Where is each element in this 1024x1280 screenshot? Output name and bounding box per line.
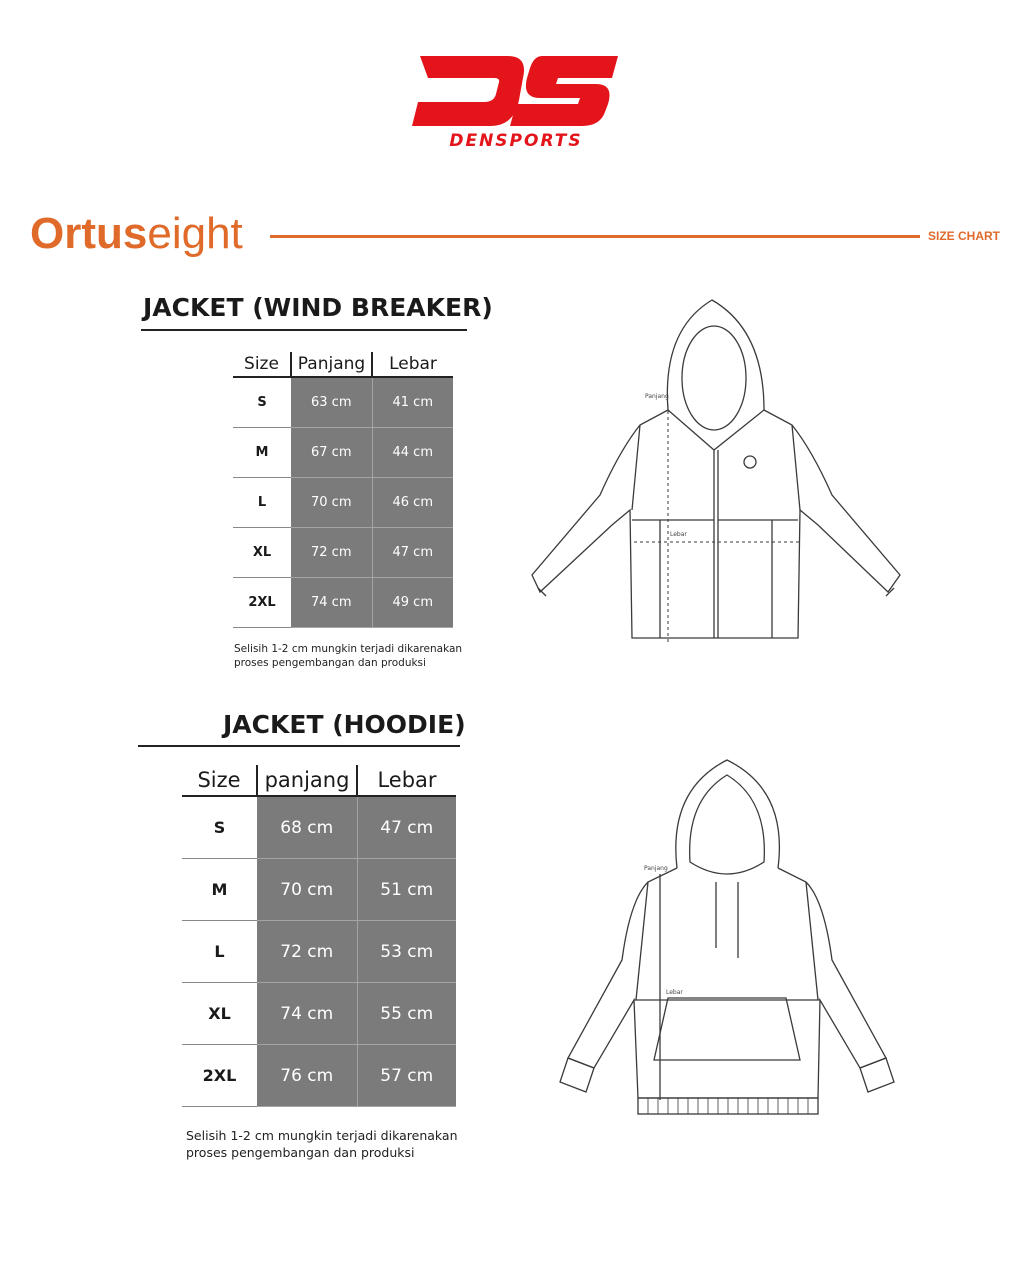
panjang-cell: 76 cm	[257, 1045, 357, 1107]
hoodie-size-table	[182, 765, 456, 1107]
brand-light: eight	[147, 209, 243, 258]
sleeve-seam	[636, 882, 648, 1000]
col-header-lebar: Lebar	[372, 352, 453, 377]
width-label: Lebar	[666, 989, 683, 996]
hood-opening	[690, 775, 765, 874]
size-cell: L	[233, 478, 291, 528]
hoodie-note	[186, 1127, 476, 1161]
col-header-panjang: Panjang	[291, 352, 372, 377]
panjang-cell: 72 cm	[291, 528, 372, 578]
lebar-cell: 53 cm	[357, 921, 456, 983]
panjang-cell: 70 cm	[291, 478, 372, 528]
windbreaker-title-rule	[141, 329, 467, 331]
logo-s-shape	[510, 56, 618, 126]
hood-opening	[682, 326, 746, 430]
logo-d-shape	[412, 56, 524, 126]
note-line: Selisih 1-2 cm mungkin terjadi dikarenakan	[234, 643, 463, 655]
panjang-cell: 63 cm	[291, 377, 372, 428]
lebar-cell: 44 cm	[372, 428, 453, 478]
table-row	[182, 796, 456, 859]
size-cell: XL	[233, 528, 291, 578]
hoodie-title: JACKET (HOODIE)	[223, 710, 466, 739]
table-row	[233, 478, 453, 528]
panjang-cell: 67 cm	[291, 428, 372, 478]
length-label: Panjang	[644, 865, 668, 872]
col-header-panjang: panjang	[257, 765, 357, 796]
lebar-cell: 49 cm	[372, 578, 453, 628]
size-cell: 2XL	[182, 1045, 257, 1107]
table-row	[233, 528, 453, 578]
lebar-cell: 51 cm	[357, 859, 456, 921]
table-row	[233, 428, 453, 478]
table-row	[233, 377, 453, 428]
lebar-cell: 47 cm	[372, 528, 453, 578]
panjang-cell: 74 cm	[291, 578, 372, 628]
windbreaker-size-table	[233, 352, 453, 628]
note-line: proses pengembangan dan produksi	[186, 1145, 415, 1160]
panjang-cell: 72 cm	[257, 921, 357, 983]
panjang-cell: 74 cm	[257, 983, 357, 1045]
kangaroo-pocket	[654, 998, 800, 1060]
sleeve-seam	[792, 425, 800, 510]
table-row	[182, 921, 456, 983]
col-header-lebar: Lebar	[357, 765, 456, 796]
width-label: Lebar	[670, 531, 687, 538]
table-row	[233, 578, 453, 628]
size-chart-tag: SIZE CHART	[928, 229, 1000, 243]
chest-logo-icon	[744, 456, 756, 468]
windbreaker-diagram	[525, 292, 910, 652]
table-row	[182, 859, 456, 921]
panjang-cell: 68 cm	[257, 796, 357, 859]
hood-outline	[667, 300, 764, 410]
lebar-cell: 41 cm	[372, 377, 453, 428]
brand-bold: Ortus	[30, 209, 148, 258]
sleeve-seam	[806, 882, 818, 1000]
cuff-left	[560, 1058, 594, 1092]
size-cell: M	[233, 428, 291, 478]
ortuseight-brand	[30, 204, 243, 264]
lebar-cell: 46 cm	[372, 478, 453, 528]
length-label: Panjang	[645, 393, 669, 400]
windbreaker-note	[234, 642, 474, 670]
size-cell: 2XL	[233, 578, 291, 628]
densports-wordmark: DENSPORTS	[449, 131, 583, 151]
size-cell: S	[233, 377, 291, 428]
table-row	[182, 983, 456, 1045]
panjang-cell: 70 cm	[257, 859, 357, 921]
lebar-cell: 57 cm	[357, 1045, 456, 1107]
note-line: proses pengembangan dan produksi	[234, 657, 426, 669]
lebar-cell: 47 cm	[357, 796, 456, 859]
size-cell: M	[182, 859, 257, 921]
col-header-size: Size	[233, 352, 291, 377]
size-cell: S	[182, 796, 257, 859]
header-rule	[270, 235, 920, 238]
hem-rib-lines	[648, 1098, 808, 1114]
lebar-cell: 55 cm	[357, 983, 456, 1045]
note-line: Selisih 1-2 cm mungkin terjadi dikarenakan	[186, 1128, 458, 1143]
size-cell: L	[182, 921, 257, 983]
hoodie-diagram	[555, 755, 895, 1120]
cuff-right	[860, 1058, 894, 1092]
windbreaker-title: JACKET (WIND BREAKER)	[143, 293, 493, 322]
hoodie-title-rule	[138, 745, 460, 747]
cuff-line	[538, 588, 546, 596]
body-outline	[532, 410, 900, 638]
size-cell: XL	[182, 983, 257, 1045]
body-outline	[568, 868, 886, 1098]
sleeve-seam	[632, 425, 640, 510]
table-row	[182, 1045, 456, 1107]
col-header-size: Size	[182, 765, 257, 796]
